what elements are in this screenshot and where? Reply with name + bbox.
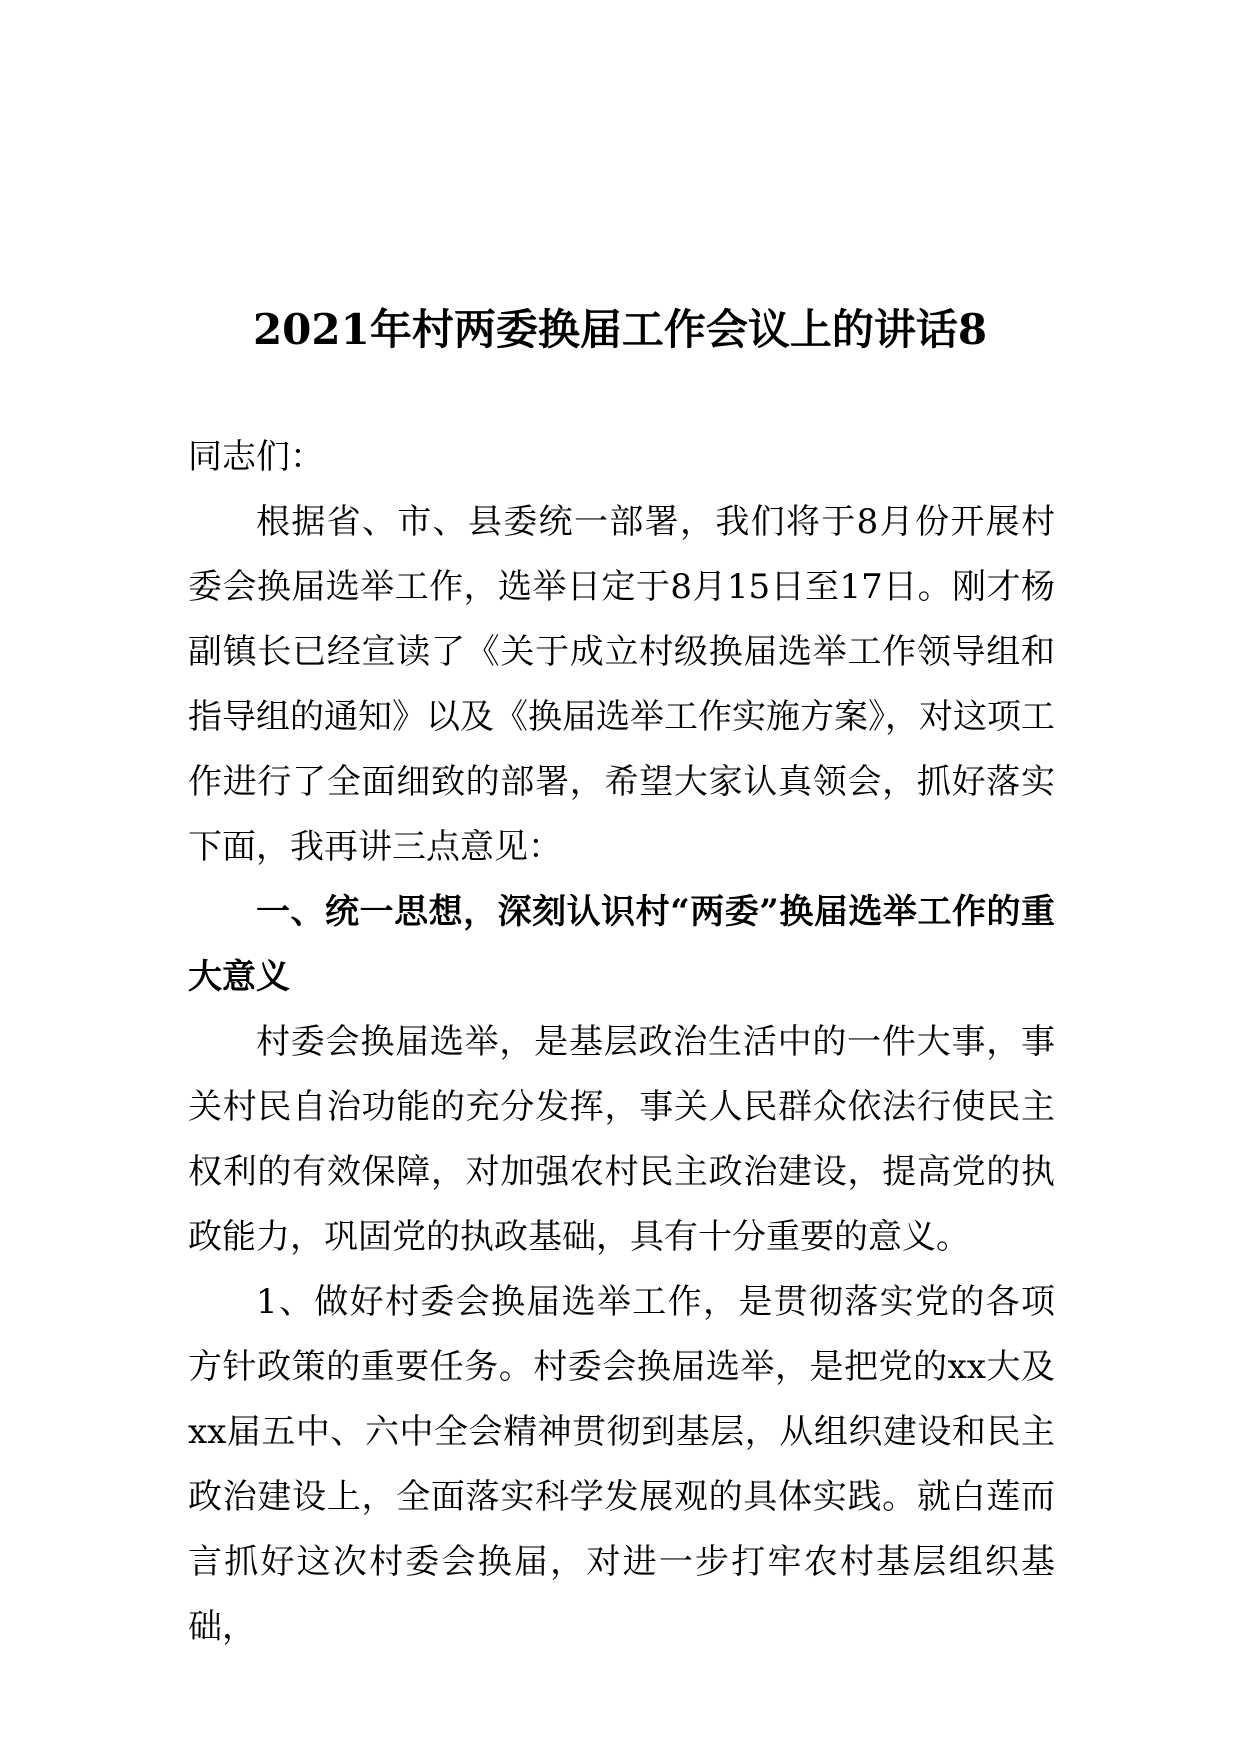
paragraph-point-1: 1、做好村委会换届选举工作，是贯彻落实党的各项方针政策的重要任务。村委会换届选举，是把党的xx大及xx届五中、六中全会精神贯彻到基层，从组织建设和民主政治建设上，全面落实科学发展观的具体实践。就白莲而言抓好这次村委会换届，对进一步打牢农村基层组织基础， <box>188 1282 1055 1647</box>
paragraph-significance: 村委会换届选举，是基层政治生活中的一件大事，事关村民自治功能的充分发挥，事关人民群众依法行使民主权利的有效保障，对加强农村民主政治建设，提高党的执政能力，巩固党的执政基础，具有十分重要的意义。 <box>188 1022 1055 1257</box>
section-heading-1: 一、统一思想，深刻认识村“两委”换届选举工作的重大意义 <box>188 892 1055 997</box>
document-title: 2021年村两委换届工作会议上的讲话8 <box>252 305 988 354</box>
salutation: 同志们： <box>188 437 324 477</box>
document-body <box>188 425 1055 1660</box>
paragraph-intro: 根据省、市、县委统一部署，我们将于8月份开展村委会换届选举工作，选举日定于8月15日至17日。刚才杨副镇长已经宣读了《关于成立村级换届选举工作领导组和指导组的通知》以及《换届选举工作实施方案》，对这项工作进行了全面细致的部署，希望大家认真领会，抓好落实下面，我再讲三点意见： <box>188 502 1055 867</box>
